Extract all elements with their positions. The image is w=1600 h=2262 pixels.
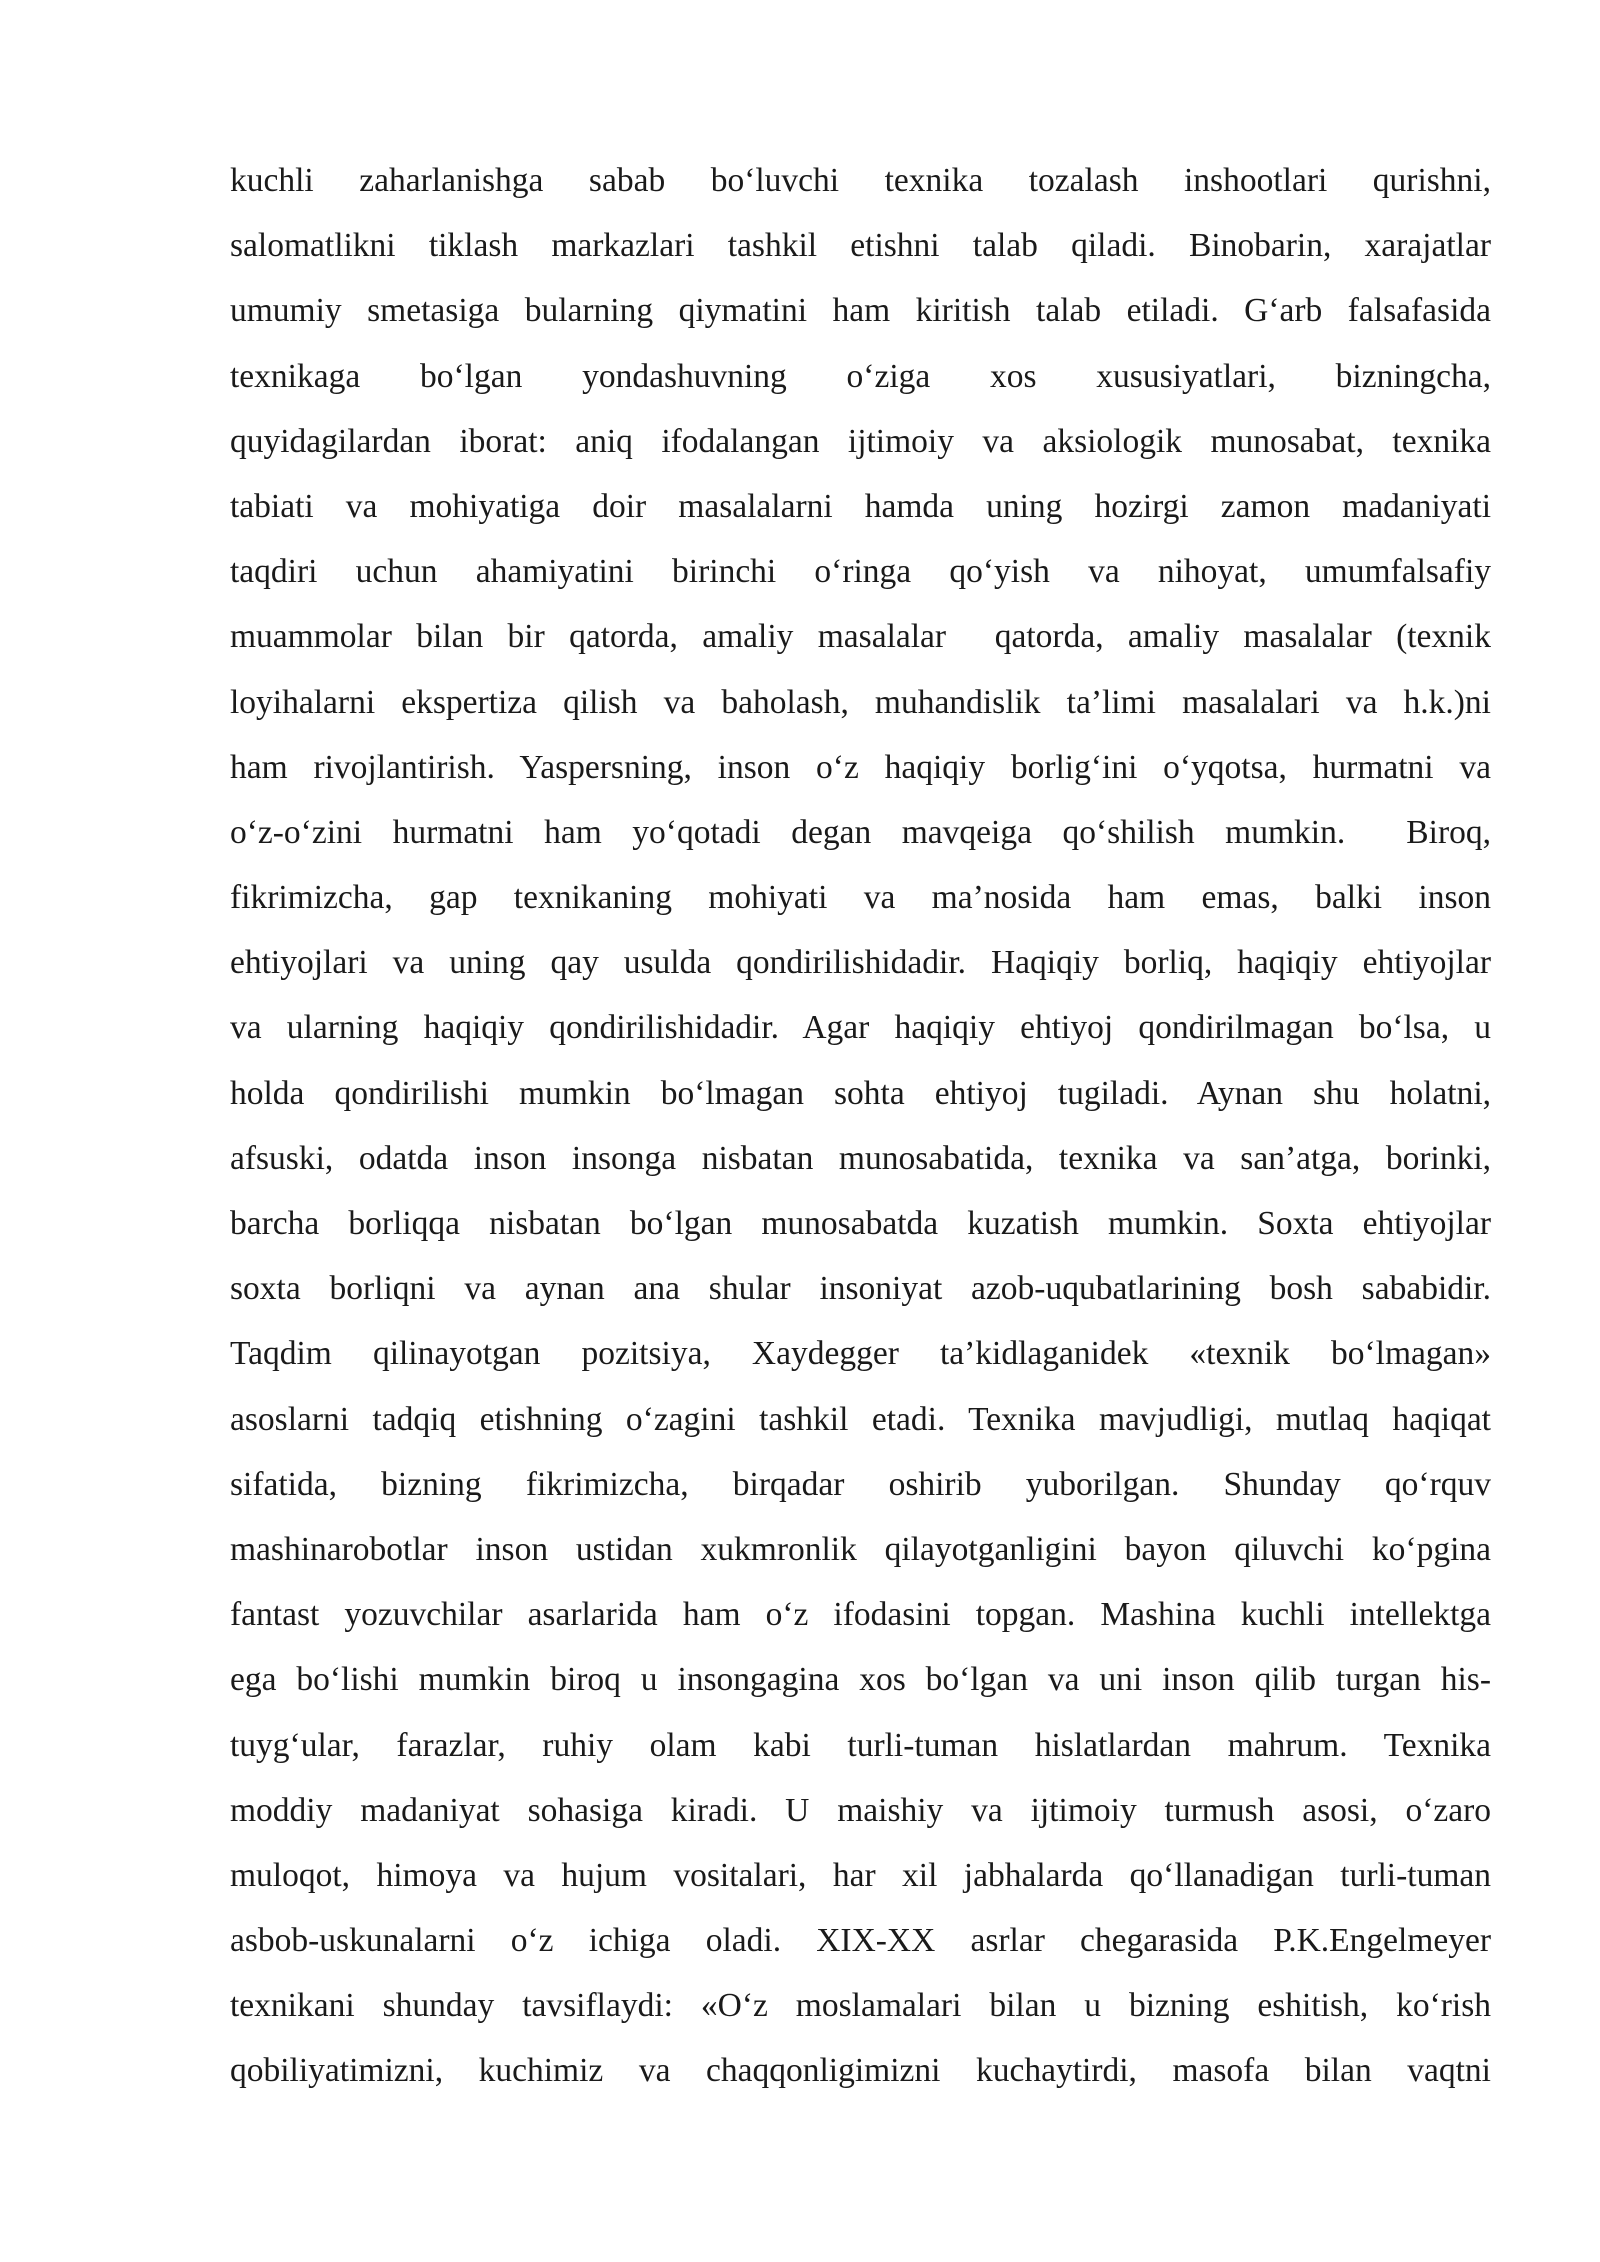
text-line: asbob-uskunalarni o‘z ichiga oladi. XIX-XX asrlar chegarasida P.K.Engelmeyer [230, 1922, 1491, 1960]
text-line: tabiati va mohiyatiga doir masalalarni hamda uning hozirgi zamon madaniyati [230, 487, 1491, 525]
text-line: fantast yozuvchilar asarlarida ham o‘z ifodasini topgan. Mashina kuchli intellektga [230, 1596, 1491, 1634]
text-line: moddiy madaniyat sohasiga kiradi. U maishiy va ijtimoiy turmush asosi, o‘zaro [230, 1791, 1491, 1829]
text-line: barcha borliqqa nisbatan bo‘lgan munosabatda kuzatish mumkin. Soxta ehtiyojlar [230, 1205, 1491, 1242]
text-line: loyihalarni ekspertiza qilish va baholash, muhandislik ta’limi masalalari va h.k.)ni [230, 683, 1491, 721]
text-line: texnikaga bo‘lgan yondashuvning o‘ziga xos xususiyatlari, bizningcha, [230, 357, 1491, 395]
text-line: ega bo‘lishi mumkin biroq u insongagina xos bo‘lgan va uni inson qilib turgan his- [230, 1661, 1491, 1699]
text-line: ehtiyojlari va uning qay usulda qondirilishidadir. Haqiqiy borliq, haqiqiy ehtiyojlar [230, 944, 1491, 982]
text-line: tuyg‘ular, farazlar, ruhiy olam kabi turli-tuman hislatlardan mahrum. Texnika [230, 1726, 1491, 1764]
text-line: sifatida, bizning fikrimizcha, birqadar oshirib yuborilgan. Shunday qo‘rquv [230, 1465, 1491, 1503]
text-line: Taqdim qilinayotgan pozitsiya, Xaydegger ta’kidlaganidek «texnik bo‘lmagan» [230, 1335, 1491, 1373]
text-line: umumiy smetasiga bularning qiymatini ham kiritish talab etiladi. G‘arb falsafasida [230, 292, 1491, 330]
text-line: muloqot, himoya va hujum vositalari, har xil jabhalarda qo‘llanadigan turli-tuman [230, 1856, 1491, 1894]
text-line: fikrimizcha, gap texnikaning mohiyati va ma’nosida ham emas, balki inson [230, 879, 1491, 917]
text-line: mashinarobotlar inson ustidan xukmronlik qilayotganligini bayon qiluvchi ko‘pgina [230, 1530, 1491, 1568]
text-line: muammolar bilan bir qatorda, amaliy masalalar qatorda, amaliy masalalar (texnik [230, 618, 1491, 656]
body-text [230, 148, 1491, 2104]
text-line: soxta borliqni va aynan ana shular insoniyat azob-uqubatlarining bosh sababidir. [230, 1270, 1491, 1308]
text-line: salomatlikni tiklash markazlari tashkil etishni talab qiladi. Binobarin, xarajatlar [230, 227, 1491, 265]
text-line: taqdiri uchun ahamiyatini birinchi o‘ringa qo‘yish va nihoyat, umumfalsafiy [230, 553, 1491, 591]
text-line: qobiliyatimizni, kuchimiz va chaqqonligimizni kuchaytirdi, masofa bilan vaqtni [230, 2052, 1491, 2090]
text-line: o‘z-o‘zini hurmatni ham yo‘qotadi degan mavqeiga qo‘shilish mumkin. Biroq, [230, 813, 1491, 851]
text-line: va ularning haqiqiy qondirilishidadir. Agar haqiqiy ehtiyoj qondirilmagan bo‘lsa, u [230, 1009, 1491, 1047]
text-line: texnikani shunday tavsiflaydi: «O‘z moslamalari bilan u bizning eshitish, ko‘rish [230, 1987, 1491, 2025]
text-line: asoslarni tadqiq etishning o‘zagini tashkil etadi. Texnika mavjudligi, mutlaq haqiqat [230, 1400, 1491, 1438]
text-line: holda qondirilishi mumkin bo‘lmagan sohta ehtiyoj tugiladi. Aynan shu holatni, [230, 1074, 1491, 1112]
text-line: afsuski, odatda inson insonga nisbatan munosabatida, texnika va san’atga, borinki, [230, 1139, 1491, 1177]
text-line: quyidagilardan iborat: aniq ifodalangan ijtimoiy va aksiologik munosabat, texnika [230, 422, 1491, 460]
text-line: ham rivojlantirish. Yaspersning, inson o‘z haqiqiy borlig‘ini o‘yqotsa, hurmatni va [230, 748, 1491, 786]
text-line: kuchli zaharlanishga sabab bo‘luvchi texnika tozalash inshootlari qurishni, [230, 162, 1491, 199]
